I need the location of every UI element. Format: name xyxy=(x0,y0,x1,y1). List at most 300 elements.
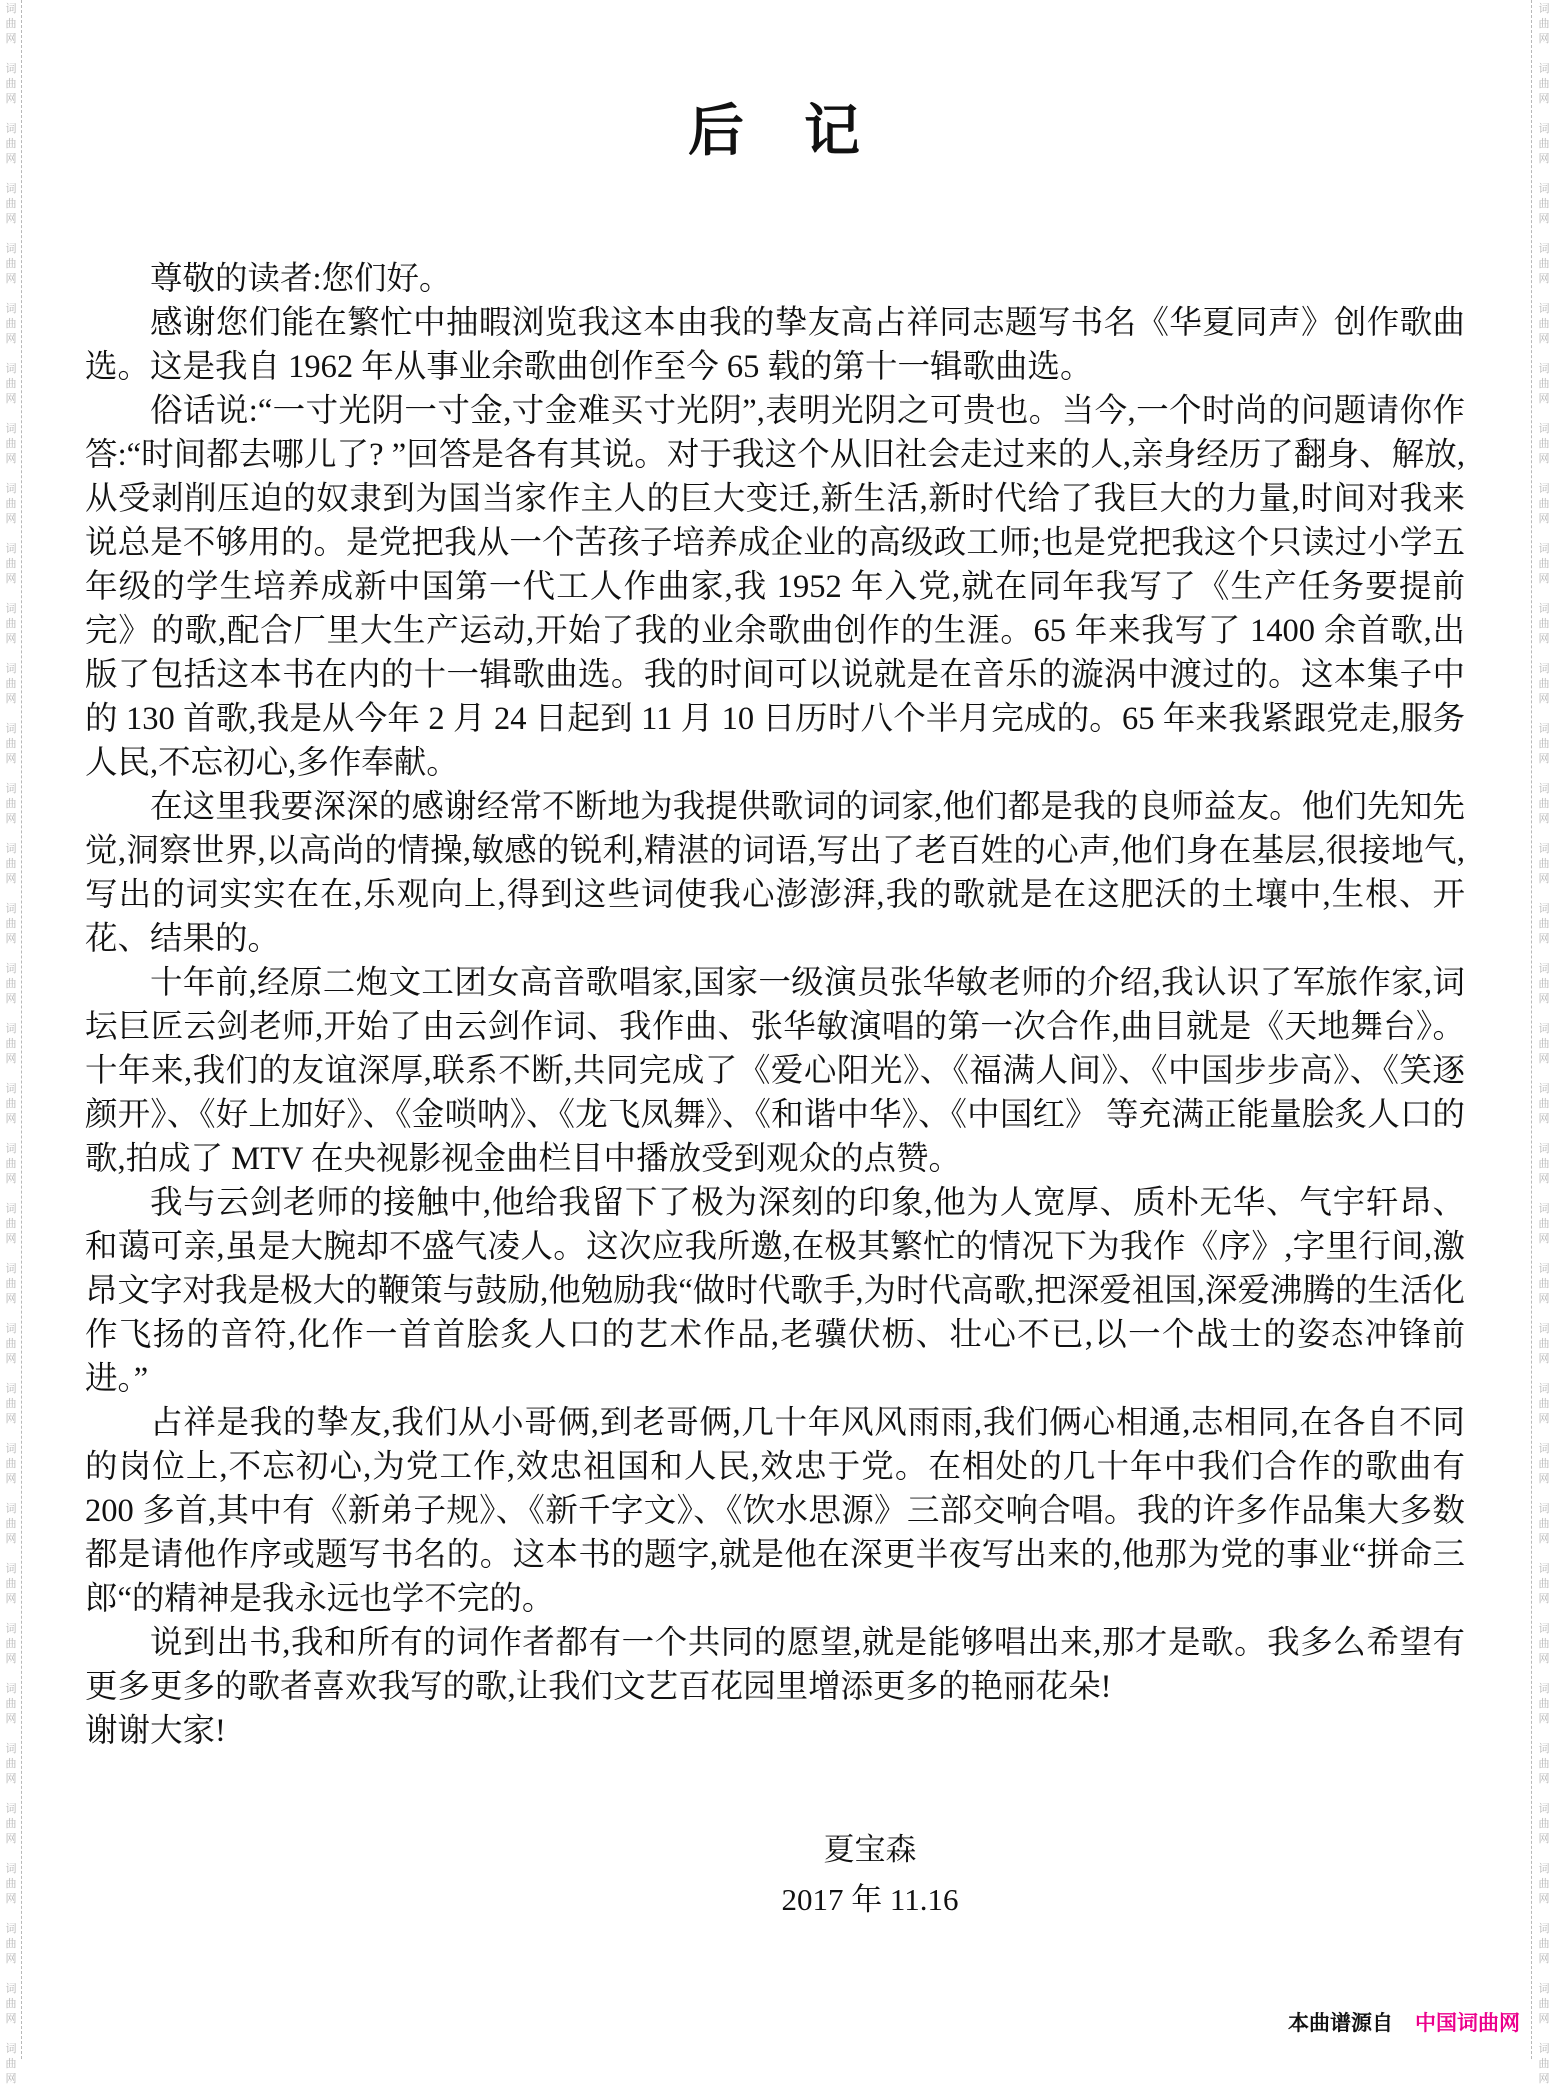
watermark-group xyxy=(6,1922,17,1967)
watermark-char: 曲 xyxy=(1538,1578,1550,1590)
watermark-group xyxy=(1539,1862,1550,1907)
watermark-char: 网 xyxy=(5,153,17,165)
watermark-char: 词 xyxy=(1538,1743,1550,1755)
watermark-group xyxy=(6,2042,17,2087)
watermark-char: 曲 xyxy=(5,198,17,210)
watermark-char: 网 xyxy=(1538,2073,1550,2085)
watermark-char: 曲 xyxy=(1538,1818,1550,1830)
watermark-char: 网 xyxy=(1538,1833,1550,1845)
watermark-char: 曲 xyxy=(5,1338,17,1350)
watermark-char: 网 xyxy=(5,933,17,945)
watermark-char: 词 xyxy=(5,1563,17,1575)
watermark-group xyxy=(6,2,17,47)
right-watermark-column xyxy=(1536,0,1552,2085)
watermark-char: 网 xyxy=(1538,1593,1550,1605)
source-credit-site-link[interactable]: 中国词曲网 xyxy=(1415,2012,1520,2035)
paragraph: 我与云剑老师的接触中,他给我留下了极为深刻的印象,他为人宽厚、质朴无华、气宇轩昂、和蔼可亲,虽是大腕却不盛气凌人。这次应我所邀,在极其繁忙的情况下为我作《序》,字里行间,激昂文字对我是极大的鞭策与鼓励,他勉励我“做时代歌手,为时代高歌,把深爱祖国,深爱沸腾的生活化作飞扬的音符,化作一首首脍炙人口的艺术作品,老骥伏枥、壮心不已,以一个战士的姿态冲锋前进。” xyxy=(85,1185,1465,1397)
watermark-char: 词 xyxy=(5,1503,17,1515)
watermark-group xyxy=(1539,782,1550,827)
watermark-char: 词 xyxy=(5,243,17,255)
watermark-char: 网 xyxy=(1538,393,1550,405)
watermark-char: 网 xyxy=(1538,1713,1550,1725)
watermark-group xyxy=(1539,242,1550,287)
watermark-char: 曲 xyxy=(5,618,17,630)
watermark-char: 网 xyxy=(5,1653,17,1665)
watermark-char: 曲 xyxy=(5,678,17,690)
paragraph: 尊敬的读者:您们好。 xyxy=(150,261,452,297)
watermark-char: 曲 xyxy=(5,1698,17,1710)
watermark-char: 词 xyxy=(5,303,17,315)
watermark-char: 曲 xyxy=(1538,1518,1550,1530)
watermark-char: 词 xyxy=(1538,1143,1550,1155)
watermark-char: 曲 xyxy=(1538,918,1550,930)
watermark-char: 词 xyxy=(1538,363,1550,375)
watermark-char: 曲 xyxy=(5,1578,17,1590)
watermark-char: 网 xyxy=(1538,873,1550,885)
left-dashed-divider xyxy=(21,0,22,2059)
watermark-group xyxy=(6,662,17,707)
watermark-char: 网 xyxy=(5,573,17,585)
watermark-char: 曲 xyxy=(5,1998,17,2010)
watermark-char: 曲 xyxy=(1538,1098,1550,1110)
watermark-char: 网 xyxy=(5,693,17,705)
watermark-group xyxy=(1539,2,1550,47)
watermark-char: 词 xyxy=(5,543,17,555)
watermark-group xyxy=(6,302,17,347)
watermark-group xyxy=(1539,2042,1550,2087)
watermark-group xyxy=(6,722,17,767)
watermark-char: 网 xyxy=(5,1953,17,1965)
watermark-char: 曲 xyxy=(1538,738,1550,750)
watermark-char: 网 xyxy=(1538,1413,1550,1425)
watermark-char: 词 xyxy=(1538,663,1550,675)
signature-name: 夏宝森 xyxy=(823,1832,917,1867)
watermark-char: 曲 xyxy=(5,138,17,150)
watermark-char: 曲 xyxy=(5,18,17,30)
watermark-char: 曲 xyxy=(5,258,17,270)
watermark-char: 网 xyxy=(1538,1233,1550,1245)
watermark-char: 词 xyxy=(1538,1443,1550,1455)
watermark-char: 曲 xyxy=(5,1878,17,1890)
watermark-char: 曲 xyxy=(1538,1038,1550,1050)
watermark-char: 词 xyxy=(5,783,17,795)
watermark-char: 词 xyxy=(5,663,17,675)
watermark-char: 网 xyxy=(5,1773,17,1785)
watermark-char: 曲 xyxy=(5,1098,17,1110)
watermark-group xyxy=(6,1142,17,1187)
watermark-char: 网 xyxy=(5,33,17,45)
watermark-group xyxy=(1539,1802,1550,1847)
watermark-char: 曲 xyxy=(5,2058,17,2070)
watermark-char: 曲 xyxy=(5,1458,17,1470)
watermark-char: 词 xyxy=(5,1923,17,1935)
watermark-char: 曲 xyxy=(1538,1398,1550,1410)
watermark-char: 曲 xyxy=(5,1638,17,1650)
watermark-char: 词 xyxy=(5,1803,17,1815)
watermark-char: 网 xyxy=(5,333,17,345)
watermark-group xyxy=(6,1802,17,1847)
watermark-char: 词 xyxy=(5,1203,17,1215)
watermark-char: 网 xyxy=(1538,1113,1550,1125)
watermark-char: 词 xyxy=(1538,843,1550,855)
watermark-char: 词 xyxy=(5,363,17,375)
watermark-char: 词 xyxy=(1538,543,1550,555)
watermark-group xyxy=(6,1982,17,2027)
watermark-char: 网 xyxy=(5,1053,17,1065)
watermark-char: 网 xyxy=(1538,693,1550,705)
paragraph: 说到出书,我和所有的词作者都有一个共同的愿望,就是能够唱出来,那才是歌。我多么希望有更多更多的歌者喜欢我写的歌,让我们文艺百花园里增添更多的艳丽花朵! xyxy=(85,1625,1465,1705)
watermark-char: 词 xyxy=(5,723,17,735)
watermark-char: 曲 xyxy=(1538,1158,1550,1170)
watermark-char: 网 xyxy=(1538,1353,1550,1365)
watermark-char: 词 xyxy=(5,1623,17,1635)
watermark-char: 网 xyxy=(5,1353,17,1365)
watermark-char: 曲 xyxy=(1538,138,1550,150)
watermark-group xyxy=(1539,362,1550,407)
watermark-char: 网 xyxy=(5,1713,17,1725)
watermark-char: 曲 xyxy=(5,978,17,990)
watermark-char: 词 xyxy=(5,1863,17,1875)
watermark-char: 曲 xyxy=(1538,1758,1550,1770)
watermark-group xyxy=(6,842,17,887)
watermark-char: 词 xyxy=(1538,903,1550,915)
watermark-char: 词 xyxy=(5,483,17,495)
watermark-char: 曲 xyxy=(1538,678,1550,690)
watermark-char: 词 xyxy=(5,1743,17,1755)
watermark-char: 曲 xyxy=(5,858,17,870)
watermark-group xyxy=(1539,722,1550,767)
watermark-char: 曲 xyxy=(1538,798,1550,810)
watermark-char: 曲 xyxy=(1538,438,1550,450)
watermark-group xyxy=(1539,1262,1550,1307)
watermark-char: 曲 xyxy=(1538,1458,1550,1470)
watermark-char: 曲 xyxy=(1538,558,1550,570)
paragraph: 俗话说:“一寸光阴一寸金,寸金难买寸光阴”,表明光阴之可贵也。当今,一个时尚的问题请你作答:“时间都去哪儿了? ”回答是各有其说。对于我这个从旧社会走过来的人,亲身经历了翻身、解放,从受剥削压迫的奴隶到为国当家作主人的巨大变迁,新生活,新时代给了我巨大的力量,时间对我来说总是不够用的。是党把我从一个苦孩子培养成企业的高级政工师;也是党把我这个只读过小学五年级的学生培养成新中国第一代工人作曲家,我 1952 年入党,就在同年我写了《生产任务要提前完》的歌,配合厂里大生产运动,开始了我的业余歌曲创作的生涯。65 年来我写了 1400 余首歌,出版了包括这本书在内的十一辑歌曲选。我的时间可以说就是在音乐的漩涡中渡过的。这本集子中的 130 首歌,我是从今年 2 月 24 日起到 11 月 10 日历时八个半月完成的。65 年来我紧跟党走,服务人民,不忘初心,多作奉献。 xyxy=(85,393,1465,781)
watermark-char: 词 xyxy=(5,843,17,855)
watermark-char: 网 xyxy=(5,2073,17,2085)
watermark-char: 网 xyxy=(5,1533,17,1545)
watermark-char: 词 xyxy=(1538,1023,1550,1035)
watermark-char: 网 xyxy=(5,1893,17,1905)
watermark-char: 词 xyxy=(1538,303,1550,315)
watermark-char: 曲 xyxy=(1538,858,1550,870)
watermark-char: 曲 xyxy=(1538,378,1550,390)
watermark-group xyxy=(6,962,17,1007)
watermark-group xyxy=(1539,482,1550,527)
watermark-group xyxy=(6,482,17,527)
left-watermark-column xyxy=(3,0,19,2085)
watermark-char: 词 xyxy=(5,63,17,75)
watermark-group xyxy=(6,1442,17,1487)
watermark-char: 曲 xyxy=(1538,78,1550,90)
paragraph: 占祥是我的挚友,我们从小哥俩,到老哥俩,几十年风风雨雨,我们俩心相通,志相同,在各自不同的岗位上,不忘初心,为党工作,效忠祖国和人民,效忠于党。在相处的几十年中我们合作的歌曲有 200 多首,其中有《新弟子规》、《新千字文》、《饮水思源》三部交响合唱。我的许多作品集大多数都是请他作序或题写书名的。这本书的题字,就是他在深更半夜写出来的,他那为党的事业“拼命三郎“的精神是我永远也学不完的。 xyxy=(85,1405,1465,1617)
watermark-char: 网 xyxy=(1538,1953,1550,1965)
watermark-group xyxy=(6,1322,17,1367)
watermark-char: 词 xyxy=(1538,1563,1550,1575)
paragraph: 谢谢大家! xyxy=(85,1713,226,1749)
source-credit xyxy=(1288,2007,1520,2037)
watermark-group xyxy=(6,782,17,827)
watermark-char: 曲 xyxy=(5,1158,17,1170)
watermark-char: 词 xyxy=(1538,183,1550,195)
signature-block xyxy=(710,1825,1030,1925)
watermark-char: 词 xyxy=(1538,1923,1550,1935)
watermark-group xyxy=(6,182,17,227)
watermark-char: 曲 xyxy=(5,1038,17,1050)
watermark-char: 词 xyxy=(1538,1203,1550,1215)
watermark-char: 网 xyxy=(1538,333,1550,345)
watermark-char: 词 xyxy=(1538,1803,1550,1815)
watermark-group xyxy=(1539,842,1550,887)
watermark-char: 曲 xyxy=(5,1758,17,1770)
watermark-char: 词 xyxy=(5,3,17,15)
watermark-group xyxy=(6,1202,17,1247)
source-credit-prefix: 本曲谱源自 xyxy=(1288,2012,1393,2035)
watermark-char: 词 xyxy=(5,1323,17,1335)
watermark-group xyxy=(6,1682,17,1727)
watermark-char: 词 xyxy=(5,1023,17,1035)
watermark-group xyxy=(6,1562,17,1607)
watermark-char: 网 xyxy=(1538,573,1550,585)
watermark-char: 曲 xyxy=(5,918,17,930)
watermark-char: 词 xyxy=(5,1083,17,1095)
signature-date: 2017 年 11.16 xyxy=(781,1882,959,1917)
watermark-char: 曲 xyxy=(1538,2058,1550,2070)
watermark-char: 网 xyxy=(1538,1893,1550,1905)
right-dashed-divider xyxy=(1531,0,1532,2059)
watermark-char: 曲 xyxy=(1538,618,1550,630)
paragraph: 在这里我要深深的感谢经常不断地为我提供歌词的词家,他们都是我的良师益友。他们先知先觉,洞察世界,以高尚的情操,敏感的锐利,精湛的词语,写出了老百姓的心声,他们身在基层,很接地气,写出的词实实在在,乐观向上,得到这些词使我心澎澎湃,我的歌就是在这肥沃的土壤中,生根、开花、结果的。 xyxy=(85,789,1465,957)
watermark-char: 网 xyxy=(1538,1773,1550,1785)
watermark-char: 网 xyxy=(5,993,17,1005)
watermark-group xyxy=(1539,662,1550,707)
watermark-char: 网 xyxy=(1538,153,1550,165)
watermark-group xyxy=(1539,1682,1550,1727)
watermark-char: 词 xyxy=(1538,1083,1550,1095)
watermark-char: 词 xyxy=(1538,483,1550,495)
watermark-char: 网 xyxy=(5,93,17,105)
watermark-group xyxy=(6,1862,17,1907)
watermark-char: 曲 xyxy=(1538,1218,1550,1230)
watermark-char: 词 xyxy=(1538,603,1550,615)
watermark-group xyxy=(1539,1742,1550,1787)
watermark-group xyxy=(6,1742,17,1787)
watermark-char: 词 xyxy=(5,423,17,435)
watermark-char: 网 xyxy=(1538,993,1550,1005)
watermark-char: 曲 xyxy=(5,318,17,330)
watermark-char: 网 xyxy=(5,1833,17,1845)
watermark-group xyxy=(6,1262,17,1307)
watermark-group xyxy=(1539,1322,1550,1367)
watermark-char: 曲 xyxy=(1538,1938,1550,1950)
watermark-char: 词 xyxy=(5,963,17,975)
watermark-char: 曲 xyxy=(1538,498,1550,510)
watermark-char: 网 xyxy=(5,1173,17,1185)
watermark-char: 网 xyxy=(1538,1293,1550,1305)
watermark-char: 网 xyxy=(1538,1053,1550,1065)
watermark-char: 词 xyxy=(5,123,17,135)
watermark-char: 词 xyxy=(1538,1983,1550,1995)
watermark-group xyxy=(1539,902,1550,947)
watermark-char: 曲 xyxy=(5,1218,17,1230)
page-title: 后 记 xyxy=(688,101,862,163)
watermark-char: 词 xyxy=(1538,63,1550,75)
watermark-char: 曲 xyxy=(5,1938,17,1950)
watermark-char: 网 xyxy=(5,1413,17,1425)
watermark-group xyxy=(1539,1922,1550,1967)
watermark-char: 曲 xyxy=(5,1398,17,1410)
watermark-group xyxy=(1539,1202,1550,1247)
watermark-char: 词 xyxy=(5,1263,17,1275)
watermark-char: 曲 xyxy=(5,498,17,510)
watermark-char: 词 xyxy=(5,1143,17,1155)
watermark-char: 曲 xyxy=(1538,198,1550,210)
watermark-char: 词 xyxy=(5,903,17,915)
watermark-group xyxy=(6,1382,17,1427)
watermark-group xyxy=(6,422,17,467)
watermark-char: 词 xyxy=(5,1683,17,1695)
watermark-char: 网 xyxy=(1538,1473,1550,1485)
watermark-group xyxy=(1539,1622,1550,1667)
watermark-char: 网 xyxy=(1538,453,1550,465)
watermark-char: 曲 xyxy=(5,438,17,450)
paragraph: 十年前,经原二炮文工团女高音歌唱家,国家一级演员张华敏老师的介绍,我认识了军旅作家,词坛巨匠云剑老师,开始了由云剑作词、我作曲、张华敏演唱的第一次合作,曲目就是《天地舞台》。 十年来,我们的友谊深厚,联系不断,共同完成了《爱心阳光》、《福满人间》、《中国步步高》、《笑逐颜开》、《好上加好》、《金唢呐》、《龙飞凤舞》、《和谐中华》、《中国红》 等充满正能量脍炙人口的歌,拍成了 MTV 在央视影视金曲栏目中播放受到观众的点赞。 xyxy=(85,965,1465,1177)
watermark-char: 曲 xyxy=(1538,1338,1550,1350)
watermark-group xyxy=(6,122,17,167)
watermark-char: 网 xyxy=(1538,213,1550,225)
watermark-group xyxy=(6,1082,17,1127)
watermark-char: 词 xyxy=(5,183,17,195)
watermark-group xyxy=(1539,1982,1550,2027)
watermark-char: 曲 xyxy=(1538,1638,1550,1650)
watermark-group xyxy=(6,362,17,407)
watermark-char: 网 xyxy=(1538,933,1550,945)
watermark-char: 网 xyxy=(1538,2013,1550,2025)
watermark-char: 词 xyxy=(1538,123,1550,135)
watermark-char: 曲 xyxy=(5,78,17,90)
watermark-char: 词 xyxy=(1538,1323,1550,1335)
watermark-char: 曲 xyxy=(5,738,17,750)
watermark-char: 网 xyxy=(5,1113,17,1125)
watermark-group xyxy=(6,242,17,287)
watermark-char: 曲 xyxy=(1538,978,1550,990)
watermark-char: 曲 xyxy=(1538,1698,1550,1710)
watermark-char: 曲 xyxy=(5,1278,17,1290)
watermark-char: 词 xyxy=(1538,783,1550,795)
watermark-group xyxy=(6,602,17,647)
watermark-char: 网 xyxy=(5,813,17,825)
watermark-group xyxy=(6,1502,17,1547)
watermark-char: 网 xyxy=(5,213,17,225)
watermark-char: 曲 xyxy=(5,378,17,390)
watermark-char: 网 xyxy=(5,393,17,405)
watermark-group xyxy=(1539,1502,1550,1547)
watermark-char: 曲 xyxy=(1538,1278,1550,1290)
watermark-char: 网 xyxy=(5,633,17,645)
watermark-char: 词 xyxy=(1538,1503,1550,1515)
watermark-char: 曲 xyxy=(5,798,17,810)
watermark-char: 网 xyxy=(1538,1173,1550,1185)
watermark-char: 曲 xyxy=(1538,1878,1550,1890)
watermark-group xyxy=(1539,122,1550,167)
watermark-char: 曲 xyxy=(5,558,17,570)
watermark-char: 词 xyxy=(1538,723,1550,735)
watermark-char: 词 xyxy=(1538,3,1550,15)
watermark-char: 网 xyxy=(1538,753,1550,765)
watermark-char: 网 xyxy=(5,1233,17,1245)
watermark-char: 网 xyxy=(1538,633,1550,645)
watermark-char: 曲 xyxy=(1538,18,1550,30)
document-body xyxy=(85,0,1465,1925)
watermark-char: 词 xyxy=(5,1443,17,1455)
watermark-group xyxy=(1539,602,1550,647)
watermark-group xyxy=(6,1022,17,1067)
watermark-group xyxy=(6,62,17,107)
watermark-char: 网 xyxy=(1538,93,1550,105)
watermark-char: 网 xyxy=(5,2013,17,2025)
watermark-group xyxy=(6,1622,17,1667)
watermark-char: 曲 xyxy=(1538,318,1550,330)
watermark-char: 网 xyxy=(5,1593,17,1605)
watermark-group xyxy=(1539,1022,1550,1067)
watermark-char: 曲 xyxy=(1538,1998,1550,2010)
watermark-group xyxy=(1539,182,1550,227)
watermark-group xyxy=(1539,62,1550,107)
watermark-group xyxy=(1539,542,1550,587)
watermark-group xyxy=(1539,1442,1550,1487)
watermark-char: 网 xyxy=(5,753,17,765)
watermark-char: 网 xyxy=(1538,1653,1550,1665)
watermark-char: 网 xyxy=(1538,813,1550,825)
watermark-char: 词 xyxy=(1538,1623,1550,1635)
watermark-char: 词 xyxy=(1538,1263,1550,1275)
watermark-char: 网 xyxy=(5,873,17,885)
watermark-char: 网 xyxy=(5,273,17,285)
watermark-char: 词 xyxy=(1538,423,1550,435)
watermark-char: 词 xyxy=(5,1983,17,1995)
watermark-char: 词 xyxy=(1538,1683,1550,1695)
watermark-group xyxy=(1539,1562,1550,1607)
watermark-group xyxy=(1539,1382,1550,1427)
paragraph: 感谢您们能在繁忙中抽暇浏览我这本由我的挚友高占祥同志题写书名《华夏同声》创作歌曲选。这是我自 1962 年从事业余歌曲创作至今 65 载的第十一辑歌曲选。 xyxy=(85,305,1465,385)
watermark-char: 网 xyxy=(5,1473,17,1485)
watermark-group xyxy=(6,902,17,947)
watermark-char: 网 xyxy=(1538,33,1550,45)
watermark-char: 网 xyxy=(5,1293,17,1305)
watermark-char: 词 xyxy=(1538,2043,1550,2055)
watermark-group xyxy=(6,542,17,587)
watermark-char: 曲 xyxy=(5,1818,17,1830)
watermark-char: 词 xyxy=(1538,243,1550,255)
watermark-group xyxy=(1539,302,1550,347)
body-paragraphs xyxy=(85,257,1465,1753)
watermark-char: 网 xyxy=(1538,273,1550,285)
watermark-group xyxy=(1539,1082,1550,1127)
watermark-group xyxy=(1539,1142,1550,1187)
watermark-char: 词 xyxy=(5,603,17,615)
watermark-char: 词 xyxy=(5,1383,17,1395)
watermark-char: 词 xyxy=(1538,963,1550,975)
watermark-group xyxy=(1539,422,1550,467)
watermark-char: 词 xyxy=(1538,1863,1550,1875)
watermark-group xyxy=(1539,962,1550,1007)
watermark-char: 网 xyxy=(1538,513,1550,525)
watermark-char: 网 xyxy=(1538,1533,1550,1545)
watermark-char: 词 xyxy=(5,2043,17,2055)
watermark-char: 网 xyxy=(5,513,17,525)
watermark-char: 词 xyxy=(1538,1383,1550,1395)
watermark-char: 曲 xyxy=(1538,258,1550,270)
